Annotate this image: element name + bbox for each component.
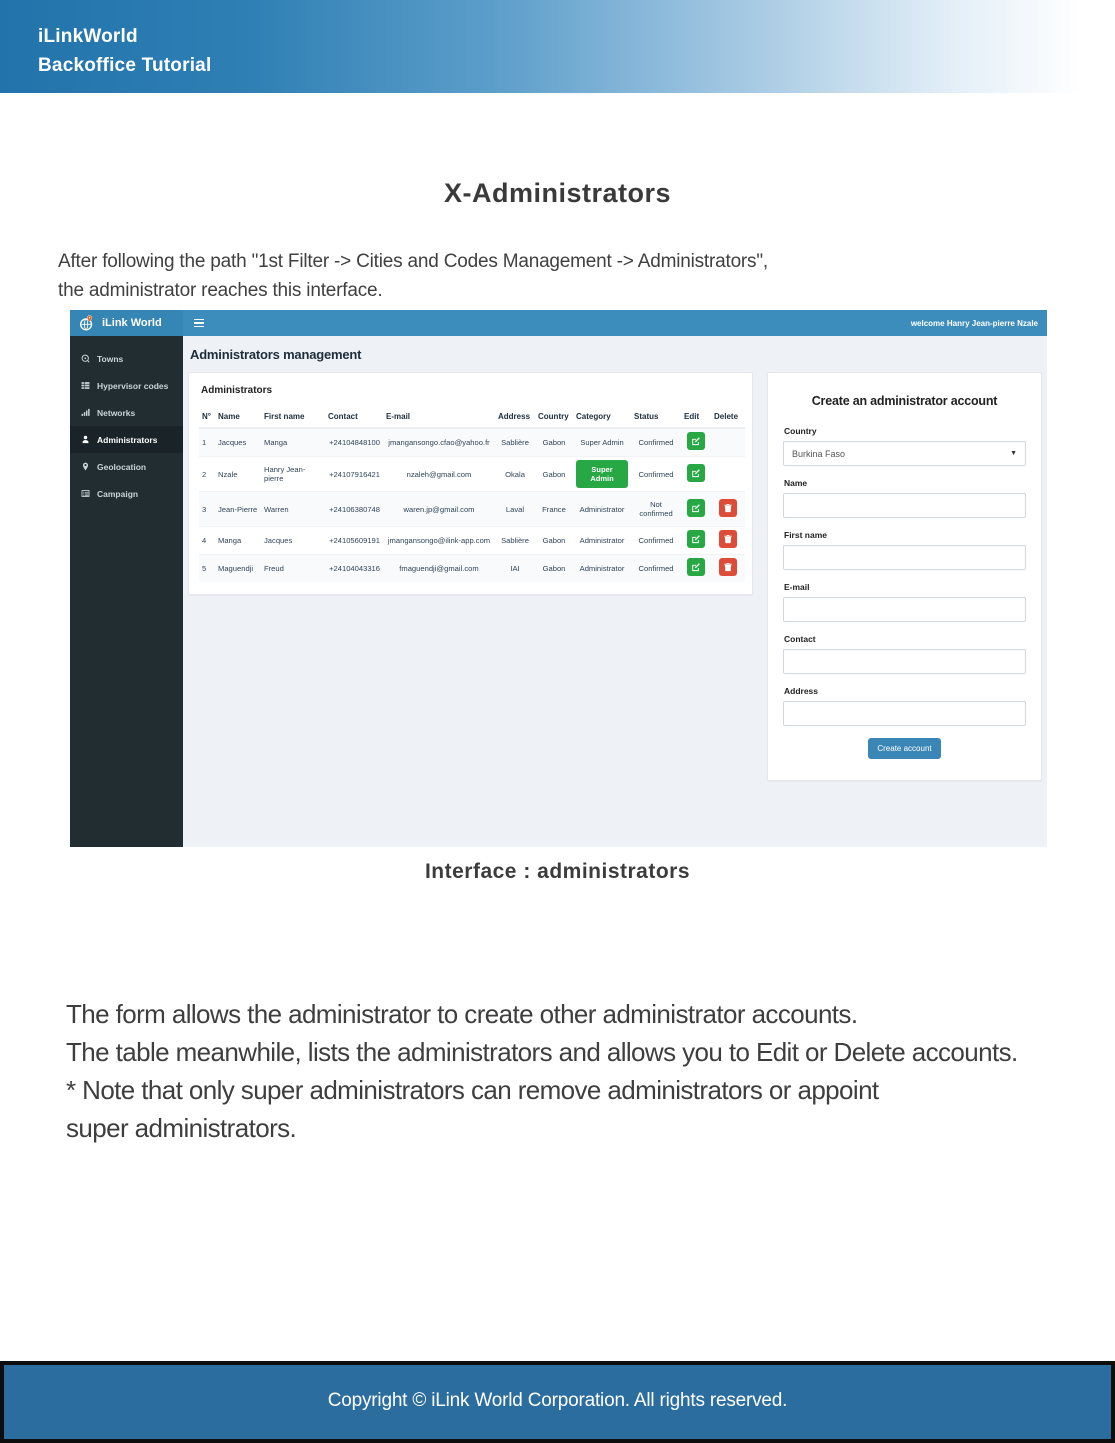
- content-heading: Administrators management: [190, 347, 362, 362]
- copyright-text: Copyright © iLink World Corporation. All rights reserved.: [327, 1390, 788, 1411]
- copyright-footer: [0, 1361, 1115, 1443]
- country-select[interactable]: [783, 441, 1026, 466]
- app-topbar: [70, 310, 1047, 336]
- first-name-cell: Freud: [261, 555, 325, 583]
- edit-button[interactable]: [687, 464, 705, 482]
- sidebar-item-campaign[interactable]: [70, 480, 183, 507]
- e-mail-label: E-mail: [784, 582, 810, 592]
- name-field[interactable]: [783, 493, 1026, 518]
- category-cell: [573, 457, 631, 492]
- table-row: [199, 527, 745, 555]
- status-cell: Confirmed: [631, 428, 681, 457]
- column-header: Contact: [325, 406, 383, 428]
- sidebar-item-networks[interactable]: [70, 399, 183, 426]
- name-cell: Manga: [215, 527, 261, 555]
- sidebar-item-label: Hypervisor codes: [97, 380, 169, 391]
- table-panel-title: Administrators: [201, 385, 273, 396]
- sidebar-item-administrators[interactable]: [70, 426, 183, 453]
- create-account-panel: [767, 372, 1042, 781]
- body-paragraph: [66, 995, 1018, 1147]
- address-label: Address: [784, 686, 819, 696]
- form-title: Create an administrator account: [811, 394, 998, 408]
- number-cell: 2: [199, 457, 215, 492]
- edit-cell: [681, 457, 711, 492]
- hypervisor-codes-icon: [81, 381, 90, 390]
- country-cell: France: [535, 492, 573, 527]
- status-cell: Confirmed: [631, 555, 681, 583]
- sidebar-item-hypervisor-codes[interactable]: [70, 372, 183, 399]
- contact-cell: +24106380748: [325, 492, 383, 527]
- networks-icon: [81, 408, 90, 417]
- app-sidebar: [70, 336, 183, 847]
- contact-label: Contact: [784, 634, 816, 644]
- delete-button[interactable]: [719, 558, 737, 576]
- category-cell: Super Admin: [573, 428, 631, 457]
- chevron-down-icon: ▼: [1010, 450, 1017, 457]
- app-logo-area[interactable]: [70, 310, 183, 336]
- app-brand-name: iLink World: [102, 317, 162, 329]
- super-admin-badge-button[interactable]: Super Admin: [576, 460, 628, 488]
- body-line-2: The table meanwhile, lists the administrators and allows you to Edit or Delete accounts.: [66, 1037, 1018, 1067]
- sidebar-item-label: Administrators: [97, 434, 158, 445]
- delete-cell: [711, 492, 745, 527]
- category-cell: Administrator: [573, 527, 631, 555]
- subtitle-line: Backoffice Tutorial: [38, 55, 212, 76]
- first-name-cell: Manga: [261, 428, 325, 457]
- column-header: First name: [261, 406, 325, 428]
- contact-cell: +24105609191: [325, 527, 383, 555]
- delete-cell: [711, 428, 745, 457]
- sidebar-item-label: Geolocation: [97, 461, 147, 472]
- email-cell: waren.jp@gmail.com: [383, 492, 495, 527]
- administrators-table-panel: [188, 372, 753, 595]
- status-cell: Confirmed: [631, 527, 681, 555]
- edit-button[interactable]: [687, 499, 705, 517]
- column-header: Delete: [711, 406, 745, 428]
- first-name-cell: Jacques: [261, 527, 325, 555]
- selected-country-value: Burkina Faso: [792, 448, 846, 459]
- country-cell: Gabon: [535, 428, 573, 457]
- address-cell: Sablière: [495, 428, 535, 457]
- sidebar-toggle-icon[interactable]: [194, 319, 204, 328]
- sidebar-item-label: Towns: [97, 353, 124, 364]
- column-header: N°: [199, 406, 215, 428]
- address-field[interactable]: [783, 701, 1026, 726]
- brand-line: iLinkWorld: [38, 26, 138, 47]
- figure-caption: Interface : administrators: [424, 860, 691, 883]
- body-line-4: super administrators.: [66, 1113, 297, 1143]
- contact-field[interactable]: [783, 649, 1026, 674]
- intro-line-1: After following the path "1st Filter -> Cities and Codes Management -> Administrators",: [58, 251, 768, 272]
- app-navbar: [183, 310, 1047, 336]
- column-header: Edit: [681, 406, 711, 428]
- administrators-table: [199, 406, 745, 582]
- number-cell: 4: [199, 527, 215, 555]
- first-name-cell: Warren: [261, 492, 325, 527]
- number-cell: 3: [199, 492, 215, 527]
- name-cell: Jacques: [215, 428, 261, 457]
- category-cell: Administrator: [573, 492, 631, 527]
- contact-cell: +24104043316: [325, 555, 383, 583]
- country-cell: Gabon: [535, 527, 573, 555]
- column-header: Category: [573, 406, 631, 428]
- intro-line-2: the administrator reaches this interface.: [58, 280, 383, 301]
- administrators-icon: [81, 435, 90, 444]
- first-name-cell: Hanry Jean-pierre: [261, 457, 325, 492]
- column-header: Name: [215, 406, 261, 428]
- create-form-fields: [783, 426, 1026, 726]
- body-line-1: The form allows the administrator to create other administrator accounts.: [66, 999, 858, 1029]
- table-header-row: [199, 406, 745, 428]
- column-header: E-mail: [383, 406, 495, 428]
- number-cell: 1: [199, 428, 215, 457]
- name-cell: Nzale: [215, 457, 261, 492]
- address-cell: Okala: [495, 457, 535, 492]
- column-header: Status: [631, 406, 681, 428]
- create-account-button[interactable]: Create account: [868, 738, 940, 759]
- column-header: Country: [535, 406, 573, 428]
- campaign-icon: [81, 489, 90, 498]
- address-cell: Sablière: [495, 527, 535, 555]
- address-cell: Laval: [495, 492, 535, 527]
- delete-cell: [711, 527, 745, 555]
- number-cell: 5: [199, 555, 215, 583]
- contact-cell: +24104848100: [325, 428, 383, 457]
- status-cell: Not confirmed: [631, 492, 681, 527]
- towns-icon: [81, 354, 90, 363]
- e-mail-field[interactable]: [783, 597, 1026, 622]
- table-row: [199, 457, 745, 492]
- edit-cell: [681, 527, 711, 555]
- app-content: [183, 336, 1047, 847]
- sidebar-item-label: Networks: [97, 407, 136, 418]
- country-cell: Gabon: [535, 457, 573, 492]
- name-cell: Maguendji: [215, 555, 261, 583]
- address-cell: IAI: [495, 555, 535, 583]
- edit-button[interactable]: [687, 558, 705, 576]
- edit-button[interactable]: [687, 530, 705, 548]
- app-screenshot: [70, 310, 1047, 847]
- table-row: [199, 492, 745, 527]
- table-row: [199, 555, 745, 583]
- country-cell: Gabon: [535, 555, 573, 583]
- first-name-label: First name: [784, 530, 827, 540]
- name-cell: Jean-Pierre: [215, 492, 261, 527]
- email-cell: nzaleh@gmail.com: [383, 457, 495, 492]
- admin-table-body: [199, 428, 745, 582]
- table-row: [199, 428, 745, 457]
- email-cell: fmaguendji@gmail.com: [383, 555, 495, 583]
- sidebar-item-label: Campaign: [97, 488, 139, 499]
- geolocation-icon: [81, 462, 90, 471]
- body-line-3: * Note that only super administrators can remove administrators or appoint: [66, 1075, 879, 1105]
- delete-button[interactable]: [719, 530, 737, 548]
- page-title: X-Administrators: [443, 178, 672, 208]
- edit-cell: [681, 428, 711, 457]
- email-cell: jmangansongo.cfao@yahoo.fr: [383, 428, 495, 457]
- edit-button[interactable]: [687, 432, 705, 450]
- intro-paragraph: [58, 247, 768, 305]
- category-cell: Administrator: [573, 555, 631, 583]
- column-header: Address: [495, 406, 535, 428]
- edit-cell: [681, 492, 711, 527]
- welcome-user-text[interactable]: welcome Hanry Jean-pierre Nzale: [910, 318, 1038, 328]
- status-cell: Confirmed: [631, 457, 681, 492]
- email-cell: jmangansongo@ilink-app.com: [383, 527, 495, 555]
- sidebar-item-towns[interactable]: [70, 345, 183, 372]
- sidebar-item-geolocation[interactable]: [70, 453, 183, 480]
- country-label: Country: [784, 426, 817, 436]
- delete-button[interactable]: [719, 499, 737, 517]
- first-name-field[interactable]: [783, 545, 1026, 570]
- document-header-band: [0, 0, 1115, 93]
- app-body: [70, 336, 1047, 847]
- edit-cell: [681, 555, 711, 583]
- delete-cell: [711, 457, 745, 492]
- ilink-world-logo-icon: [78, 315, 95, 332]
- name-label: Name: [784, 478, 808, 488]
- contact-cell: +24107916421: [325, 457, 383, 492]
- delete-cell: [711, 555, 745, 583]
